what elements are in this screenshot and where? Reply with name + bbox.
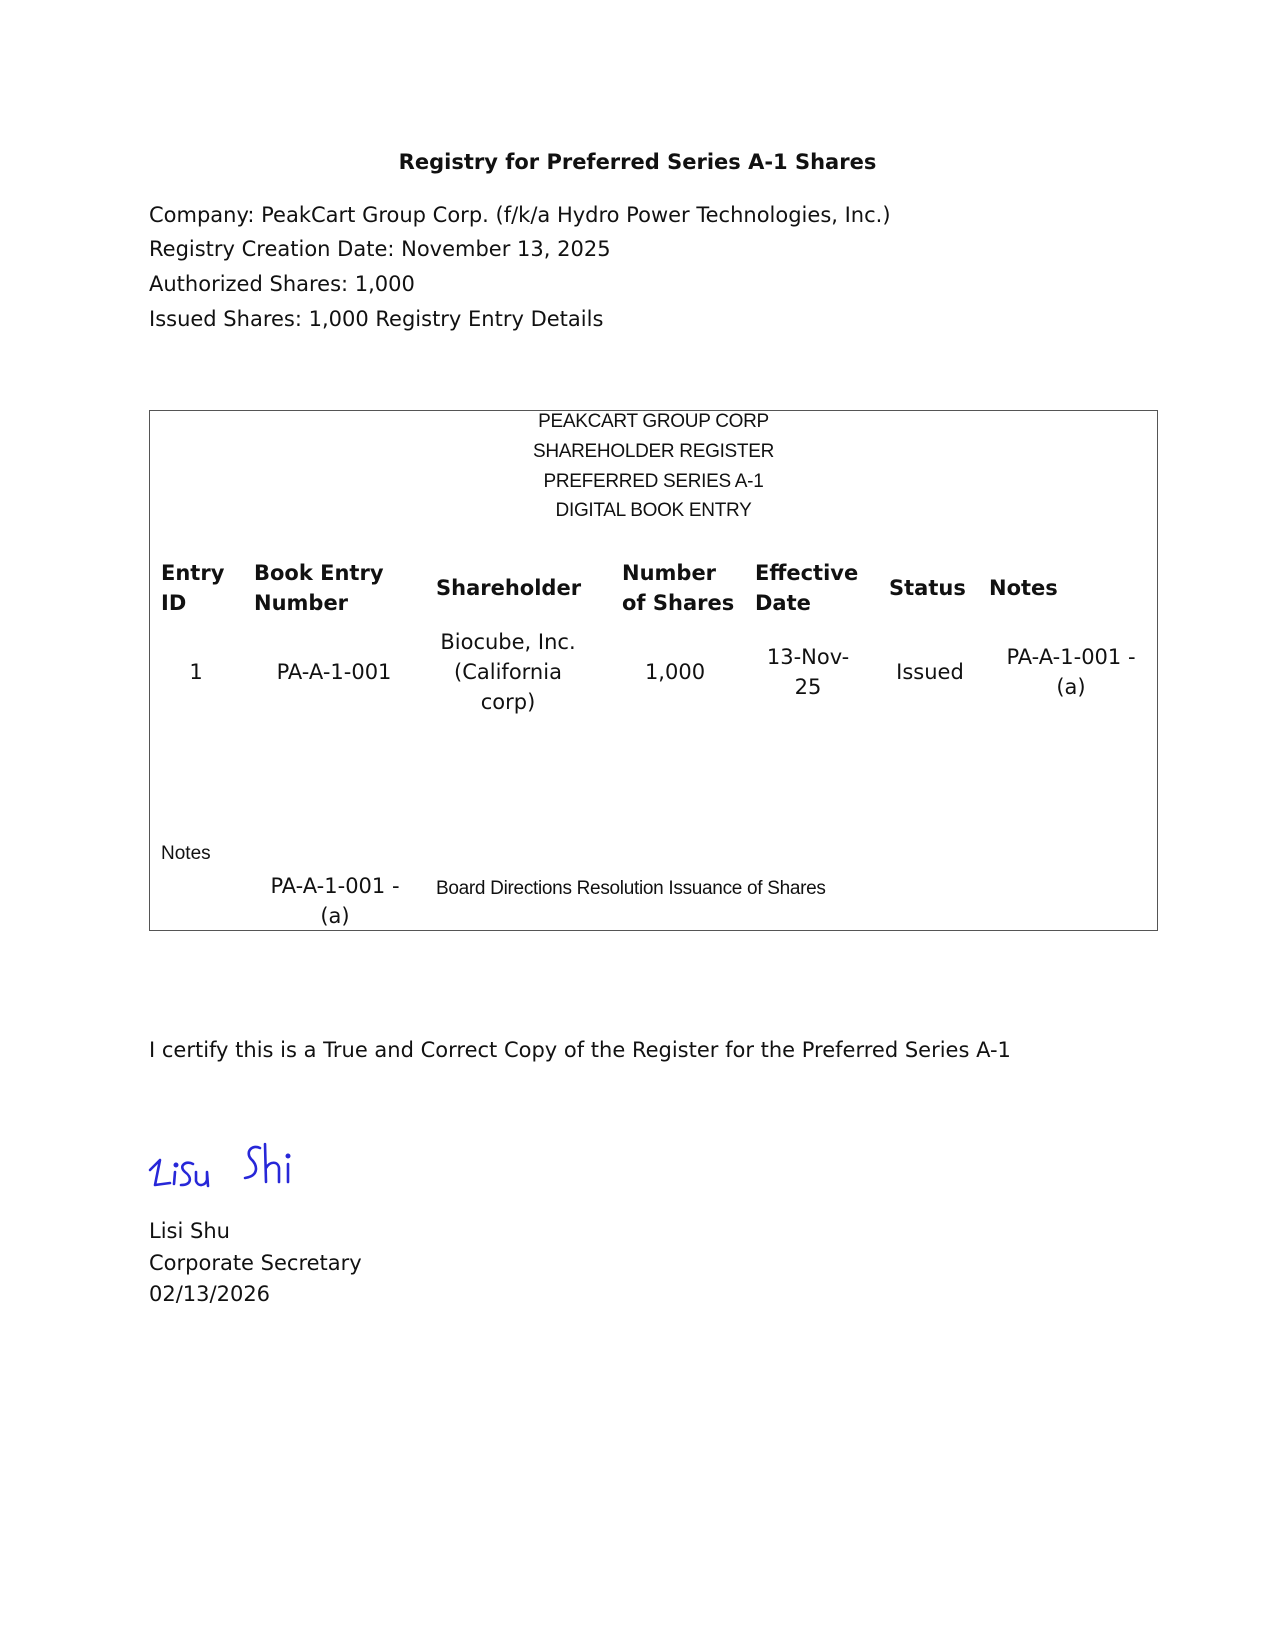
issued-shares-line: Issued Shares: 1,000 Registry Entry Details: [149, 307, 604, 331]
cell-shareholder: Biocube, Inc. (California corp): [440, 630, 576, 714]
authorized-shares-line: Authorized Shares: 1,000: [149, 272, 415, 296]
register-header-company: PEAKCART GROUP CORP: [538, 411, 769, 432]
cell-status: Issued: [896, 660, 964, 684]
certification-statement: I certify this is a True and Correct Copy of the Register for the Preferred Series A-1: [149, 1038, 1011, 1062]
signatory-name: Lisi Shu: [149, 1219, 230, 1243]
cell-book-entry-number: PA-A-1-001: [276, 660, 392, 684]
creation-date-line: Registry Creation Date: November 13, 2025: [149, 237, 611, 261]
cell-effective-date: 13-Nov-25: [766, 645, 850, 699]
register-header-series: PREFERRED SERIES A-1: [543, 471, 764, 492]
cell-notes: PA-A-1-001 - (a): [1006, 645, 1136, 699]
column-header-shareholder: Shareholder: [436, 576, 582, 600]
notes-section-label: Notes: [161, 843, 211, 864]
signature-date: 02/13/2026: [149, 1282, 271, 1306]
document-title: Registry for Preferred Series A-1 Shares: [398, 150, 877, 174]
register-header-title: SHAREHOLDER REGISTER: [532, 441, 775, 462]
company-line: Company: PeakCart Group Corp. (f/k/a Hydro Power Technologies, Inc.): [149, 203, 891, 227]
column-header-book-entry-number: Book Entry Number: [254, 561, 384, 615]
note-reference: PA-A-1-001 - (a): [270, 874, 400, 928]
register-header-entry-type: DIGITAL BOOK ENTRY: [555, 500, 752, 521]
column-header-number-of-shares: Number of Shares: [622, 561, 735, 615]
cell-number-of-shares: 1,000: [644, 660, 706, 684]
cell-entry-id: 1: [189, 660, 203, 684]
note-description: Board Directions Resolution Issuance of Shares: [436, 878, 826, 899]
column-header-status: Status: [889, 576, 966, 600]
column-header-notes: Notes: [989, 576, 1058, 600]
handwritten-signature: [148, 1130, 308, 1200]
column-header-entry-id: Entry ID: [161, 561, 225, 615]
shareholder-register: [149, 410, 1158, 931]
column-header-effective-date: Effective Date: [755, 561, 859, 615]
signatory-title: Corporate Secretary: [149, 1251, 362, 1275]
